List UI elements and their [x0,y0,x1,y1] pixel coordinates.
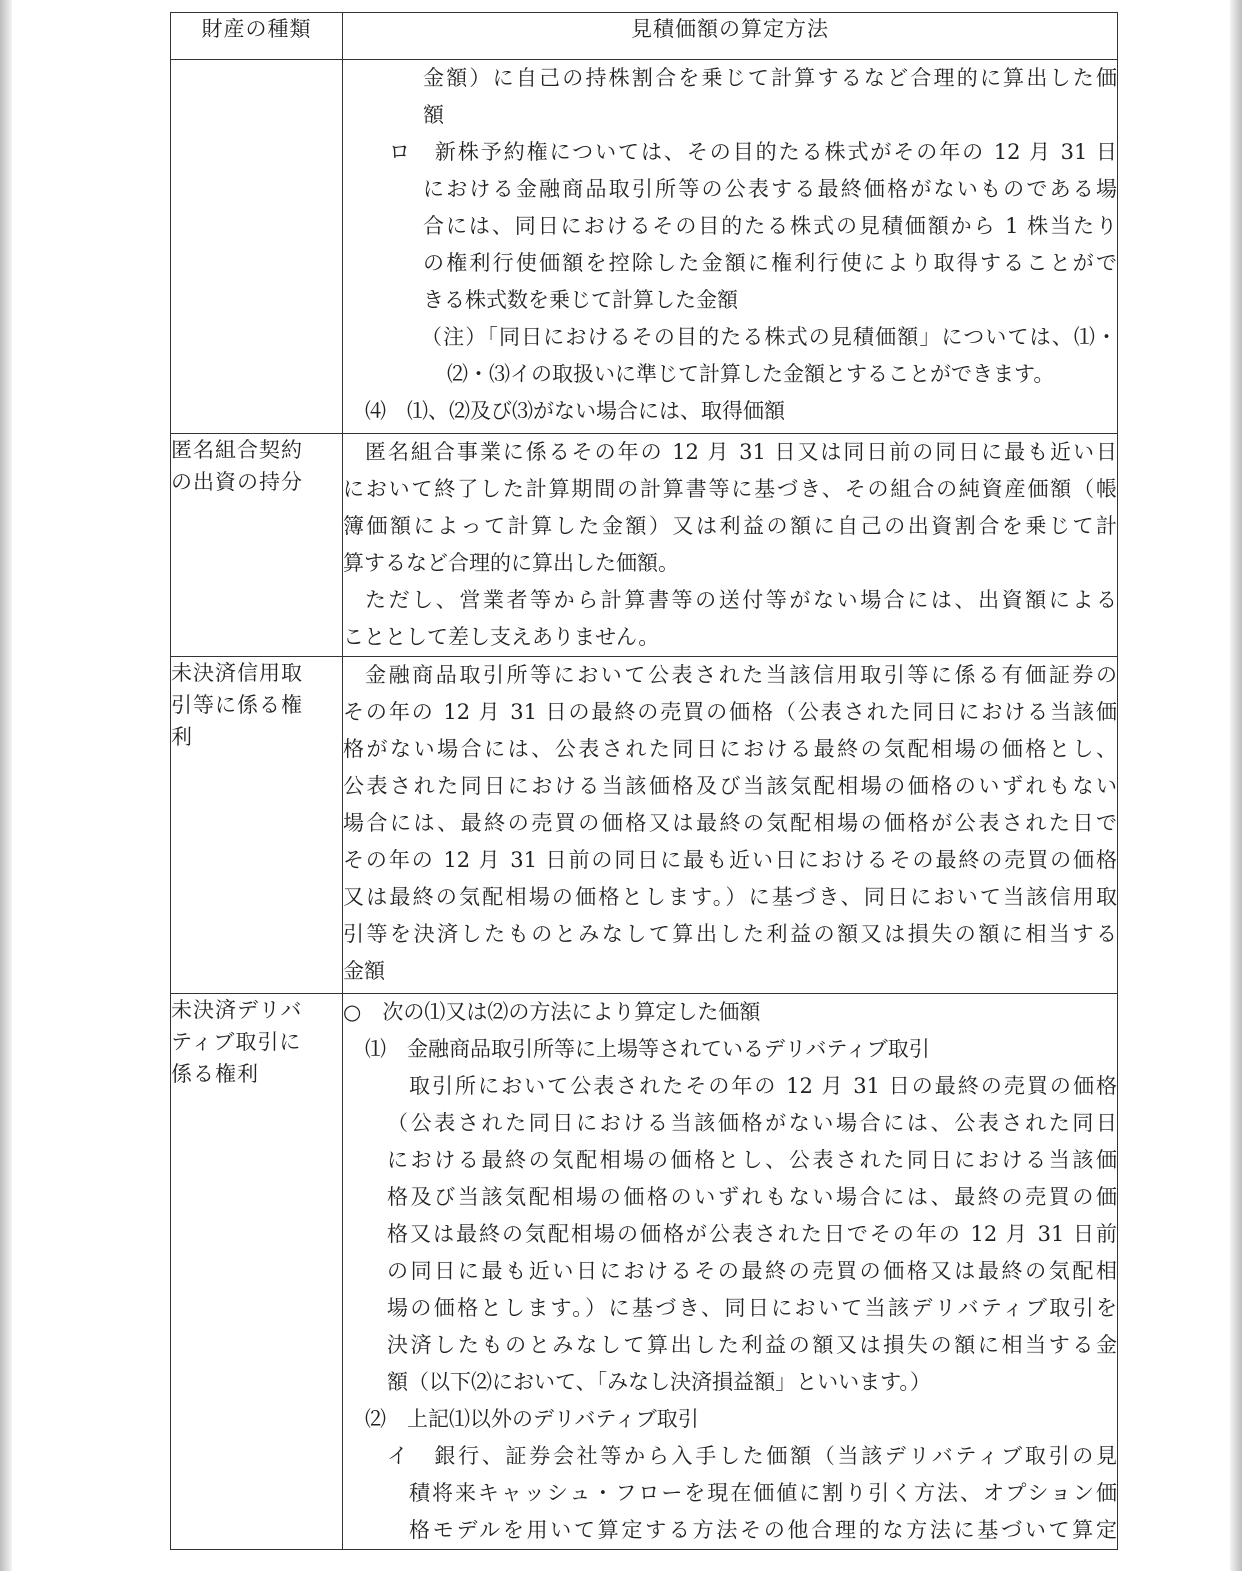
text-line: 取引所において公表されたその年の 12 月 31 日の最終の売買の価格 [409,1074,1117,1098]
table-row-derivatives [171,994,1118,1550]
property-type-line: 匿名組合契約 [171,438,303,462]
text-line: 格又は最終の気配相場の価格が公表された日でその年の 12 月 31 日前 [387,1222,1117,1246]
property-type-cell [171,434,343,657]
text-line: 場合には、最終の売買の価格又は最終の気配相場の価格が公表された日で [343,811,1117,835]
header-property-type: 財産の種類 [171,13,343,60]
valuation-method-cell [343,60,1118,434]
text-line: 額（以下⑵において、「みなし決済損益額」といいます。） [387,1370,931,1394]
property-type-line: の出資の持分 [171,470,303,494]
text-line: ⑴ 金融商品取引所等に上場等されているデリバティブ取引 [365,1037,930,1061]
text-line: 公表された同日における当該価格及び当該気配相場の価格のいずれもない [343,774,1117,798]
text-line: における最終の気配相場の価格とし、公表された同日における当該価 [387,1148,1117,1172]
page-edge-right [1230,0,1242,1571]
text-line: 格及び当該気配相場の価格のいずれもない場合には、最終の売買の価 [387,1185,1117,1209]
page-edge-left [0,0,12,1571]
text-line: （公表された同日における当該価格がない場合には、公表された同日 [387,1111,1117,1135]
text-line: の権利行使価額を控除した金額に権利行使により取得することがで [423,251,1117,275]
text-line: 金額）に自己の持株割合を乗じて計算するなど合理的に算出した価 [423,66,1117,90]
text-line: こととして差し支えありません。 [343,625,660,649]
text-line: イ 銀行、証券会社等から入手した価額（当該デリバティブ取引の見 [387,1444,1117,1468]
text-line: 又は最終の気配相場の価格とします。）に基づき、同日において当該信用取 [343,885,1117,909]
property-type-cell [171,657,343,994]
property-type-cell [171,60,343,434]
text-line: における金融商品取引所等の公表する最終価格がないものである場 [423,177,1117,201]
text-line: 匿名組合事業に係るその年の 12 月 31 日又は同日前の同日に最も近い日 [365,440,1117,464]
property-type-cell [171,994,343,1550]
header-valuation-method: 見積価額の算定方法 [343,13,1118,60]
property-type-line: 利 [171,725,193,749]
text-line: 格がない場合には、公表された同日における最終の気配相場の価格とし、 [343,737,1117,761]
text-line: 積将来キャッシュ・フローを現在価値に割り引く方法、オプション価 [409,1481,1117,1505]
property-type-line: 未決済デリバ [171,998,303,1022]
note-line: ⑵・⑶イの取扱いに準じて計算した金額とすることができます。 [447,362,1055,386]
text-line: きる株式数を乗じて計算した金額 [423,288,738,312]
text-line: その年の 12 月 31 日前の同日に最も近い日におけるその最終の売買の価格 [343,848,1117,872]
valuation-table [170,12,1118,1550]
text-line: 引等を決済したものとみなして算出した利益の額又は損失の額に相当する [343,922,1117,946]
text-line: ロ 新株予約権については、その目的たる株式がその年の 12 月 31 日 [389,140,1117,164]
text-line: 算するなど合理的に算出した価額。 [343,551,679,575]
text-line: 格モデルを用いて算定する方法その他合理的な方法に基づいて算定 [409,1518,1117,1542]
text-line: その年の 12 月 31 日の最終の売買の価格（公表された同日における当該価 [343,700,1117,724]
text-line: 合には、同日におけるその目的たる株式の見積価額から 1 株当たり [423,214,1117,238]
text-line: 金額 [343,959,385,983]
property-type-line: 未決済信用取 [171,661,303,685]
table-row-continuation [171,60,1118,434]
text-line: の同日に最も近い日におけるその最終の売買の価格又は最終の気配相 [387,1259,1117,1283]
table-header-row [171,13,1118,60]
valuation-method-cell [343,994,1118,1550]
text-line: ただし、営業者等から計算書等の送付等がない場合には、出資額による [365,588,1117,612]
text-line: 簿価額によって計算した金額）又は利益の額に自己の出資割合を乗じて計 [343,514,1117,538]
note-line: （注）「同日におけるその目的たる株式の見積価額」については、⑴・ [421,325,1117,349]
text-line: ○ 次の⑴又は⑵の方法により算定した価額 [343,1000,761,1024]
property-type-line: 係る権利 [171,1062,259,1086]
text-line: ⑷ ⑴、⑵及び⑶がない場合には、取得価額 [365,399,785,423]
table-row-margin-trading [171,657,1118,994]
text-line: ⑵ 上記⑴以外のデリバティブ取引 [365,1407,699,1431]
valuation-method-cell [343,434,1118,657]
text-line: において終了した計算期間の計算書等に基づき、その組合の純資産価額（帳 [343,477,1117,501]
valuation-method-cell [343,657,1118,994]
text-line: 場の価格とします。）に基づき、同日において当該デリバティブ取引を [387,1296,1117,1320]
text-line: 決済したものとみなして算出した利益の額又は損失の額に相当する金 [387,1333,1117,1357]
text-line: 額 [423,103,444,127]
property-type-line: 引等に係る権 [171,693,303,717]
table-row-anonymous-partnership [171,434,1118,657]
property-type-line: ティブ取引に [171,1030,302,1054]
text-line: 金融商品取引所等において公表された当該信用取引等に係る有価証券の [365,663,1117,687]
